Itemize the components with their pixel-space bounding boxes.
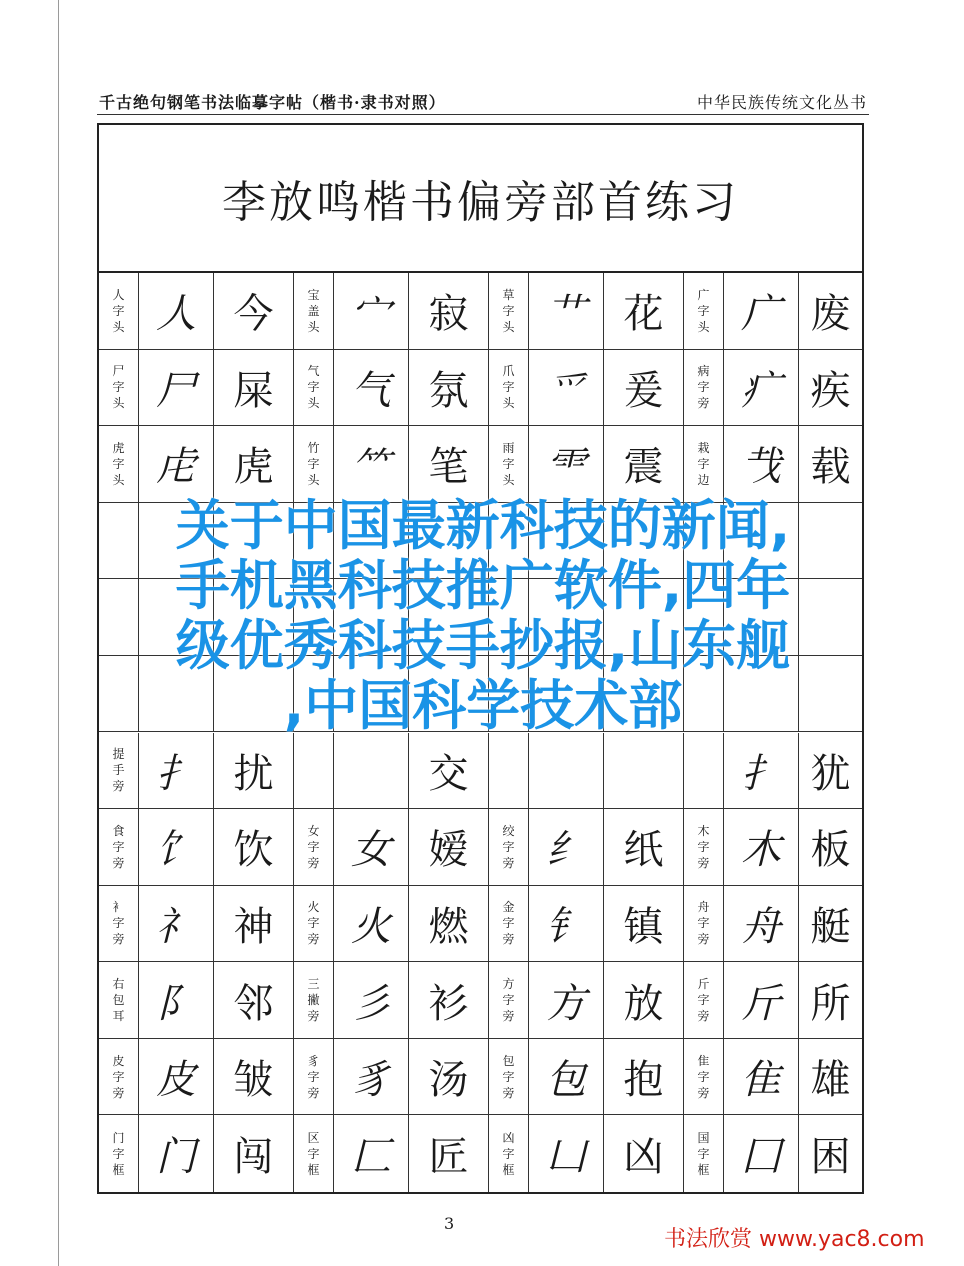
- radical-cell: [139, 350, 214, 426]
- radical-name-cell: [294, 733, 334, 809]
- example-char-cell: [604, 350, 684, 426]
- example-glyph: 花: [623, 291, 664, 338]
- radical-glyph: 女: [351, 827, 391, 874]
- radical-glyph: 艹: [546, 291, 586, 338]
- example-char-cell: [604, 1115, 684, 1192]
- radical-name: 门字框: [112, 1130, 125, 1177]
- radical-name: 病字旁: [697, 364, 710, 411]
- radical-glyph: 扌: [156, 750, 196, 797]
- radical-name-cell: [489, 426, 529, 502]
- example-char-cell: [214, 1115, 294, 1192]
- example-char-cell: [604, 809, 684, 885]
- example-char-cell: [409, 733, 489, 809]
- radical-name-cell: [294, 809, 334, 885]
- radical-name-cell: [294, 350, 334, 426]
- radical-name-cell: [294, 1039, 334, 1115]
- example-char-cell: [409, 426, 489, 502]
- example-char-cell: [409, 1039, 489, 1115]
- example-glyph: 饮: [233, 827, 274, 874]
- radical-name: 草字头: [502, 287, 515, 334]
- example-char-cell: [214, 733, 294, 809]
- radical-name-cell: [99, 733, 139, 809]
- example-glyph: 载: [810, 444, 851, 491]
- example-glyph: 寂: [428, 291, 469, 338]
- overlay-line: 手机黑科技推广软件,四年: [175, 554, 791, 617]
- radical-cell: [529, 886, 604, 962]
- radical-name: 金字旁: [502, 900, 515, 947]
- radical-cell: [529, 733, 604, 809]
- radical-name-cell: [489, 809, 529, 885]
- radical-name-cell: [684, 350, 724, 426]
- radical-cell: [724, 886, 799, 962]
- radical-name: 隹字旁: [697, 1053, 710, 1100]
- radical-name: 三撇旁: [307, 977, 320, 1024]
- radical-name-cell: [684, 1115, 724, 1192]
- radical-glyph: 气: [351, 367, 391, 414]
- example-glyph: 板: [810, 827, 851, 874]
- grid-row: [99, 350, 862, 427]
- radical-name: 包字旁: [502, 1053, 515, 1100]
- example-char-cell: [409, 350, 489, 426]
- radical-glyph: 纟: [546, 827, 586, 874]
- radical-glyph: 爫: [546, 367, 586, 414]
- radical-cell: [334, 350, 409, 426]
- radical-name-cell: [99, 350, 139, 426]
- example-glyph: 所: [810, 980, 851, 1027]
- radical-cell: [529, 426, 604, 502]
- example-char-cell: [214, 886, 294, 962]
- example-glyph: 扰: [233, 750, 274, 797]
- example-char-cell: [604, 426, 684, 502]
- radical-name-cell: [99, 1115, 139, 1192]
- radical-name: 女字旁: [307, 823, 320, 870]
- radical-cell: [139, 1115, 214, 1192]
- radical-cell: [724, 809, 799, 885]
- overlay-headline[interactable]: [38, 496, 928, 736]
- radical-name: 豸字旁: [307, 1053, 320, 1100]
- example-char-cell: [604, 733, 684, 809]
- radical-name-cell: [684, 886, 724, 962]
- radical-name: 右包耳: [112, 977, 125, 1024]
- grid-row: [99, 1039, 862, 1116]
- radical-name: 广字头: [697, 287, 710, 334]
- example-char-cell: [604, 1039, 684, 1115]
- radical-glyph: 扌: [741, 750, 781, 797]
- example-char-cell: [799, 350, 862, 426]
- example-char-cell: [799, 426, 862, 502]
- example-glyph: 犹: [810, 750, 851, 797]
- radical-name: 木字旁: [697, 823, 710, 870]
- example-glyph: 抱: [623, 1057, 664, 1104]
- example-char-cell: [799, 273, 862, 349]
- radical-name: 尸字头: [112, 364, 125, 411]
- radical-name: 栽字边: [697, 440, 710, 487]
- radical-cell: [334, 273, 409, 349]
- radical-name-cell: [294, 962, 334, 1038]
- radical-name-cell: [684, 426, 724, 502]
- example-glyph: 燃: [428, 903, 469, 950]
- radical-cell: [529, 273, 604, 349]
- radical-name: 竹字头: [307, 440, 320, 487]
- radical-cell: [724, 733, 799, 809]
- radical-cell: [139, 273, 214, 349]
- radical-name: 皮字旁: [112, 1053, 125, 1100]
- radical-name-cell: [99, 809, 139, 885]
- radical-glyph: 疒: [741, 367, 781, 414]
- example-char-cell: [214, 273, 294, 349]
- example-glyph: 镇: [623, 903, 664, 950]
- radical-name-cell: [684, 1039, 724, 1115]
- example-glyph: 衫: [428, 980, 469, 1027]
- radical-cell: [529, 809, 604, 885]
- page-title: 李放鸣楷书偏旁部首练习: [222, 177, 739, 228]
- running-header: [97, 88, 869, 115]
- radical-cell: [139, 426, 214, 502]
- radical-name-cell: [99, 273, 139, 349]
- radical-name-cell: [684, 809, 724, 885]
- radical-glyph: 舟: [741, 903, 781, 950]
- example-char-cell: [604, 962, 684, 1038]
- radical-cell: [334, 809, 409, 885]
- radical-glyph: ⺮: [351, 444, 391, 491]
- radical-name-cell: [684, 733, 724, 809]
- radical-glyph: 广: [741, 291, 781, 338]
- radical-glyph: 包: [546, 1057, 586, 1104]
- radical-cell: [334, 886, 409, 962]
- radical-cell: [529, 1115, 604, 1192]
- example-char-cell: [604, 273, 684, 349]
- radical-cell: [334, 733, 409, 809]
- radical-cell: [334, 1039, 409, 1115]
- radical-name-cell: [294, 1115, 334, 1192]
- example-glyph: 闯: [233, 1134, 274, 1181]
- example-char-cell: [409, 886, 489, 962]
- grid-row: [99, 733, 862, 810]
- example-glyph: 交: [428, 750, 469, 797]
- radical-name: 区字框: [307, 1130, 320, 1177]
- example-glyph: 雄: [810, 1057, 851, 1104]
- header-series-title: 中华民族传统文化丛书: [696, 93, 867, 112]
- overlay-line: ,中国科学技术部: [283, 674, 683, 737]
- radical-glyph: 豸: [351, 1057, 391, 1104]
- radical-name-cell: [99, 426, 139, 502]
- radical-name: 雨字头: [502, 440, 515, 487]
- radical-name: 国字框: [697, 1130, 710, 1177]
- example-char-cell: [799, 733, 862, 809]
- grid-row: [99, 426, 862, 503]
- radical-name-cell: [489, 1115, 529, 1192]
- radical-glyph: 人: [156, 291, 196, 338]
- radical-glyph: 方: [546, 980, 586, 1027]
- radical-cell: [139, 1039, 214, 1115]
- grid-row: [99, 962, 862, 1039]
- radical-cell: [529, 350, 604, 426]
- example-glyph: 嫒: [428, 827, 469, 874]
- radical-cell: [724, 1115, 799, 1192]
- example-glyph: 困: [810, 1134, 851, 1181]
- radical-glyph: 彡: [351, 980, 391, 1027]
- radical-cell: [139, 809, 214, 885]
- radical-name: 方字旁: [502, 977, 515, 1024]
- radical-name-cell: [99, 962, 139, 1038]
- radical-name: 斤字旁: [697, 977, 710, 1024]
- radical-cell: [724, 426, 799, 502]
- radical-name: 爪字头: [502, 364, 515, 411]
- example-glyph: 皱: [233, 1057, 274, 1104]
- example-glyph: 废: [810, 291, 851, 338]
- radical-name-cell: [99, 1039, 139, 1115]
- overlay-line: 级优秀科技手抄报,山东舰: [175, 614, 791, 677]
- radical-name-cell: [99, 886, 139, 962]
- example-glyph: 纸: [623, 827, 664, 874]
- example-char-cell: [799, 1039, 862, 1115]
- radical-name: 虎字头: [112, 440, 125, 487]
- example-glyph: 凶: [623, 1134, 664, 1181]
- radical-name-cell: [489, 273, 529, 349]
- radical-glyph: 饣: [156, 827, 196, 874]
- example-char-cell: [409, 273, 489, 349]
- radical-name: 凶字框: [502, 1130, 515, 1177]
- radical-glyph: 囗: [741, 1134, 781, 1181]
- radical-name-cell: [489, 733, 529, 809]
- radical-cell: [334, 426, 409, 502]
- example-char-cell: [799, 962, 862, 1038]
- radical-glyph: 虍: [156, 444, 196, 491]
- radical-cell: [529, 1039, 604, 1115]
- example-char-cell: [214, 809, 294, 885]
- radical-glyph: 皮: [156, 1057, 196, 1104]
- radical-name-cell: [294, 273, 334, 349]
- example-char-cell: [214, 426, 294, 502]
- header-book-title: 千古绝句钢笔书法临摹字帖（楷书·隶书对照）: [99, 93, 446, 112]
- example-char-cell: [799, 886, 862, 962]
- radical-glyph: 隹: [741, 1057, 781, 1104]
- radical-name: 人字头: [112, 287, 125, 334]
- radical-glyph: 匚: [351, 1134, 391, 1181]
- example-char-cell: [214, 962, 294, 1038]
- radical-name-cell: [489, 1039, 529, 1115]
- example-char-cell: [409, 809, 489, 885]
- radical-name-cell: [294, 886, 334, 962]
- example-glyph: 震: [623, 444, 664, 491]
- example-glyph: 今: [233, 291, 274, 338]
- radical-glyph: 𢦏: [741, 444, 781, 491]
- radical-glyph: 门: [156, 1134, 196, 1181]
- example-char-cell: [214, 350, 294, 426]
- radical-cell: [724, 273, 799, 349]
- radical-glyph: 尸: [156, 367, 196, 414]
- radical-name-cell: [489, 350, 529, 426]
- example-glyph: 汤: [428, 1057, 469, 1104]
- radical-name: 提手旁: [112, 747, 125, 794]
- grid-row: [99, 809, 862, 886]
- radical-glyph: 阝: [156, 980, 196, 1027]
- radical-name: 舟字旁: [697, 900, 710, 947]
- radical-name: 气字头: [307, 364, 320, 411]
- example-glyph: 爰: [623, 367, 664, 414]
- example-char-cell: [799, 1115, 862, 1192]
- radical-name-cell: [489, 962, 529, 1038]
- example-glyph: 氛: [428, 367, 469, 414]
- example-glyph: 屎: [233, 367, 274, 414]
- example-glyph: 疾: [810, 367, 851, 414]
- radical-glyph: 斤: [741, 980, 781, 1027]
- example-glyph: 邻: [233, 980, 274, 1027]
- grid-row: [99, 1115, 862, 1192]
- example-char-cell: [409, 1115, 489, 1192]
- radical-cell: [139, 962, 214, 1038]
- radical-cell: [529, 962, 604, 1038]
- grid-row: [99, 886, 862, 963]
- radical-glyph: 火: [351, 903, 391, 950]
- radical-cell: [724, 350, 799, 426]
- example-char-cell: [604, 886, 684, 962]
- radical-name: 火字旁: [307, 900, 320, 947]
- example-glyph: 艇: [810, 903, 851, 950]
- example-char-cell: [214, 1039, 294, 1115]
- radical-cell: [724, 962, 799, 1038]
- page-number: 3: [444, 1214, 455, 1233]
- radical-name-cell: [294, 426, 334, 502]
- radical-glyph: 礻: [156, 903, 196, 950]
- radical-glyph: 木: [741, 827, 781, 874]
- radical-name-cell: [684, 962, 724, 1038]
- radical-glyph: 凵: [546, 1134, 586, 1181]
- radical-cell: [334, 1115, 409, 1192]
- radical-cell: [334, 962, 409, 1038]
- radical-name: 食字旁: [112, 823, 125, 870]
- example-char-cell: [799, 809, 862, 885]
- grid-row: [99, 273, 862, 350]
- radical-glyph: 宀: [351, 291, 391, 338]
- radical-name-cell: [489, 886, 529, 962]
- overlay-line: 关于中国最新科技的新闻,: [175, 494, 791, 557]
- radical-name-cell: [684, 273, 724, 349]
- radical-name: 宝盖头: [307, 287, 320, 334]
- example-glyph: 笔: [428, 444, 469, 491]
- example-glyph: 匠: [428, 1134, 469, 1181]
- radical-glyph: 钅: [546, 903, 586, 950]
- radical-cell: [139, 886, 214, 962]
- example-glyph: 放: [623, 980, 664, 1027]
- radical-cell: [139, 733, 214, 809]
- site-watermark[interactable]: 书法欣赏 www.yac8.com: [664, 1227, 925, 1252]
- example-char-cell: [409, 962, 489, 1038]
- radical-cell: [724, 1039, 799, 1115]
- example-glyph: 神: [233, 903, 274, 950]
- radical-glyph: ⻗: [546, 444, 586, 491]
- radical-name: 绞字旁: [502, 823, 515, 870]
- example-glyph: 虎: [233, 444, 274, 491]
- title-box: [99, 125, 862, 273]
- radical-name: 衤字旁: [112, 900, 125, 947]
